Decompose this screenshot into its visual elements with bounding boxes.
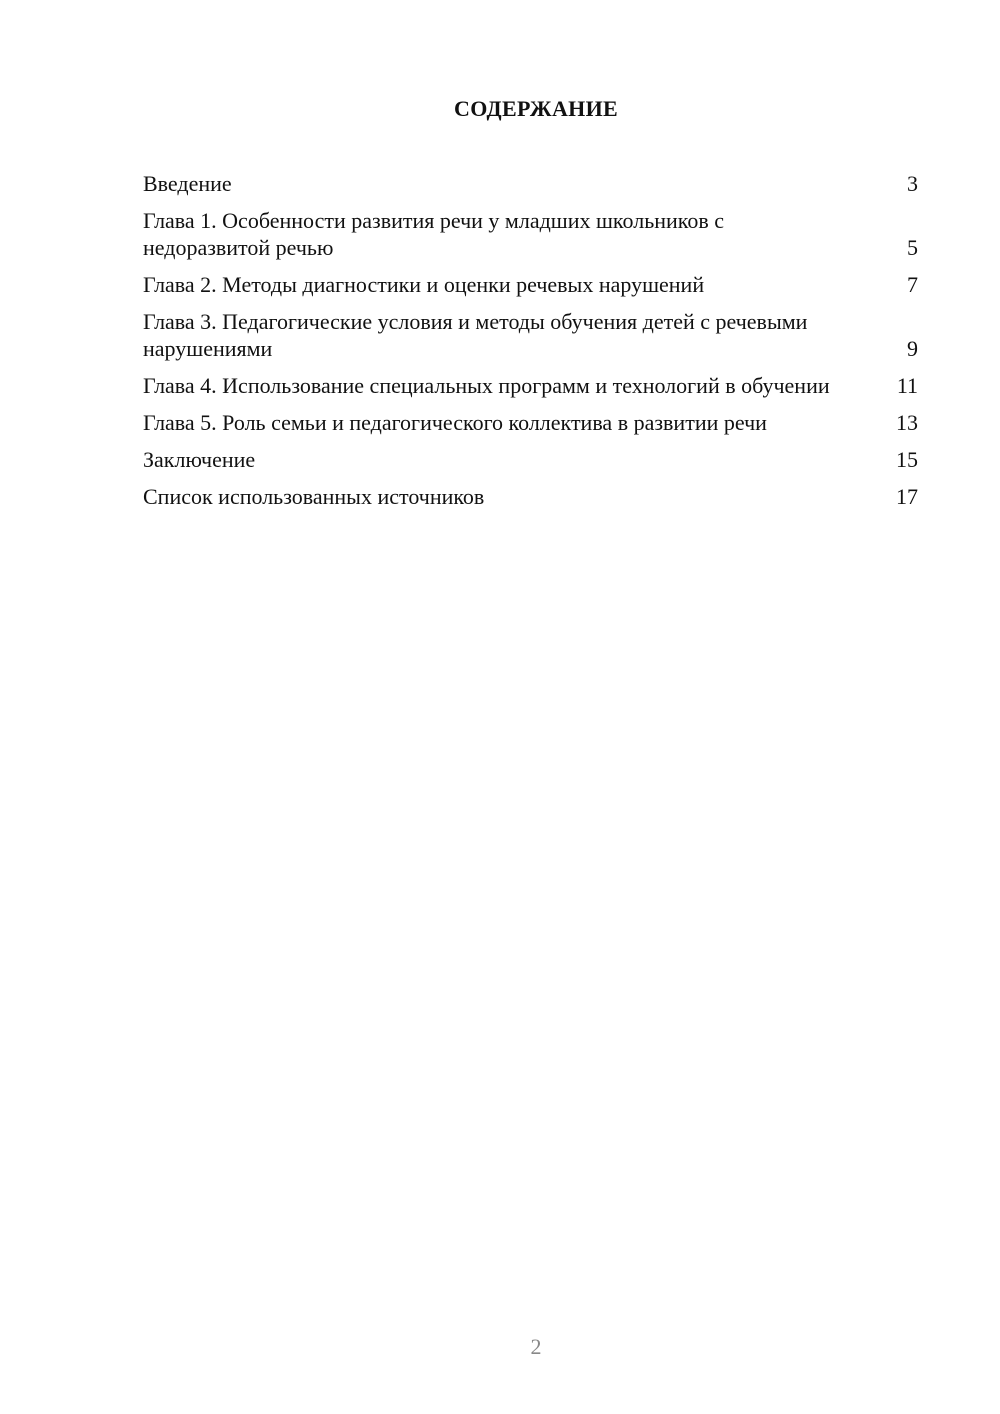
toc-entry-page: 11 [896,373,918,398]
toc-entry-page: 5 [907,235,918,260]
toc-entry-conclusion [143,446,918,473]
toc-entry-title: Заключение [143,447,256,472]
toc-entry-page: 3 [907,171,918,196]
toc-entry-introduction [143,170,918,197]
toc-entry-chapter-5 [143,409,918,436]
toc-entry-title: Список использованных источников [143,484,485,509]
toc-entry-chapter-4 [143,372,918,399]
toc-entry-title: Введение [143,171,232,196]
table-of-contents [143,170,918,520]
toc-entry-chapter-2 [143,271,918,298]
toc-entry-chapter-1 [143,207,918,261]
page-number: 2 [530,1334,542,1359]
toc-entry-page: 7 [907,272,918,297]
toc-entry-title: Глава 5. Роль семьи и педагогического коллектива в развитии речи [143,410,767,435]
toc-entry-page: 13 [896,410,918,435]
toc-entry-page: 15 [896,447,918,472]
toc-entry-title: Глава 3. Педагогические условия и методы обучения детей с речевыми нарушениями [143,309,808,361]
toc-entry-page: 9 [907,336,918,361]
toc-entry-page: 17 [896,484,918,509]
toc-entry-references [143,483,918,510]
toc-entry-chapter-3 [143,308,918,362]
toc-entry-title: Глава 1. Особенности развития речи у младших школьников с недоразвитой речью [143,208,724,260]
toc-entry-title: Глава 4. Использование специальных программ и технологий в обучении [143,373,830,398]
toc-entry-title: Глава 2. Методы диагностики и оценки речевых нарушений [143,272,705,297]
page-title: СОДЕРЖАНИЕ [454,96,618,121]
